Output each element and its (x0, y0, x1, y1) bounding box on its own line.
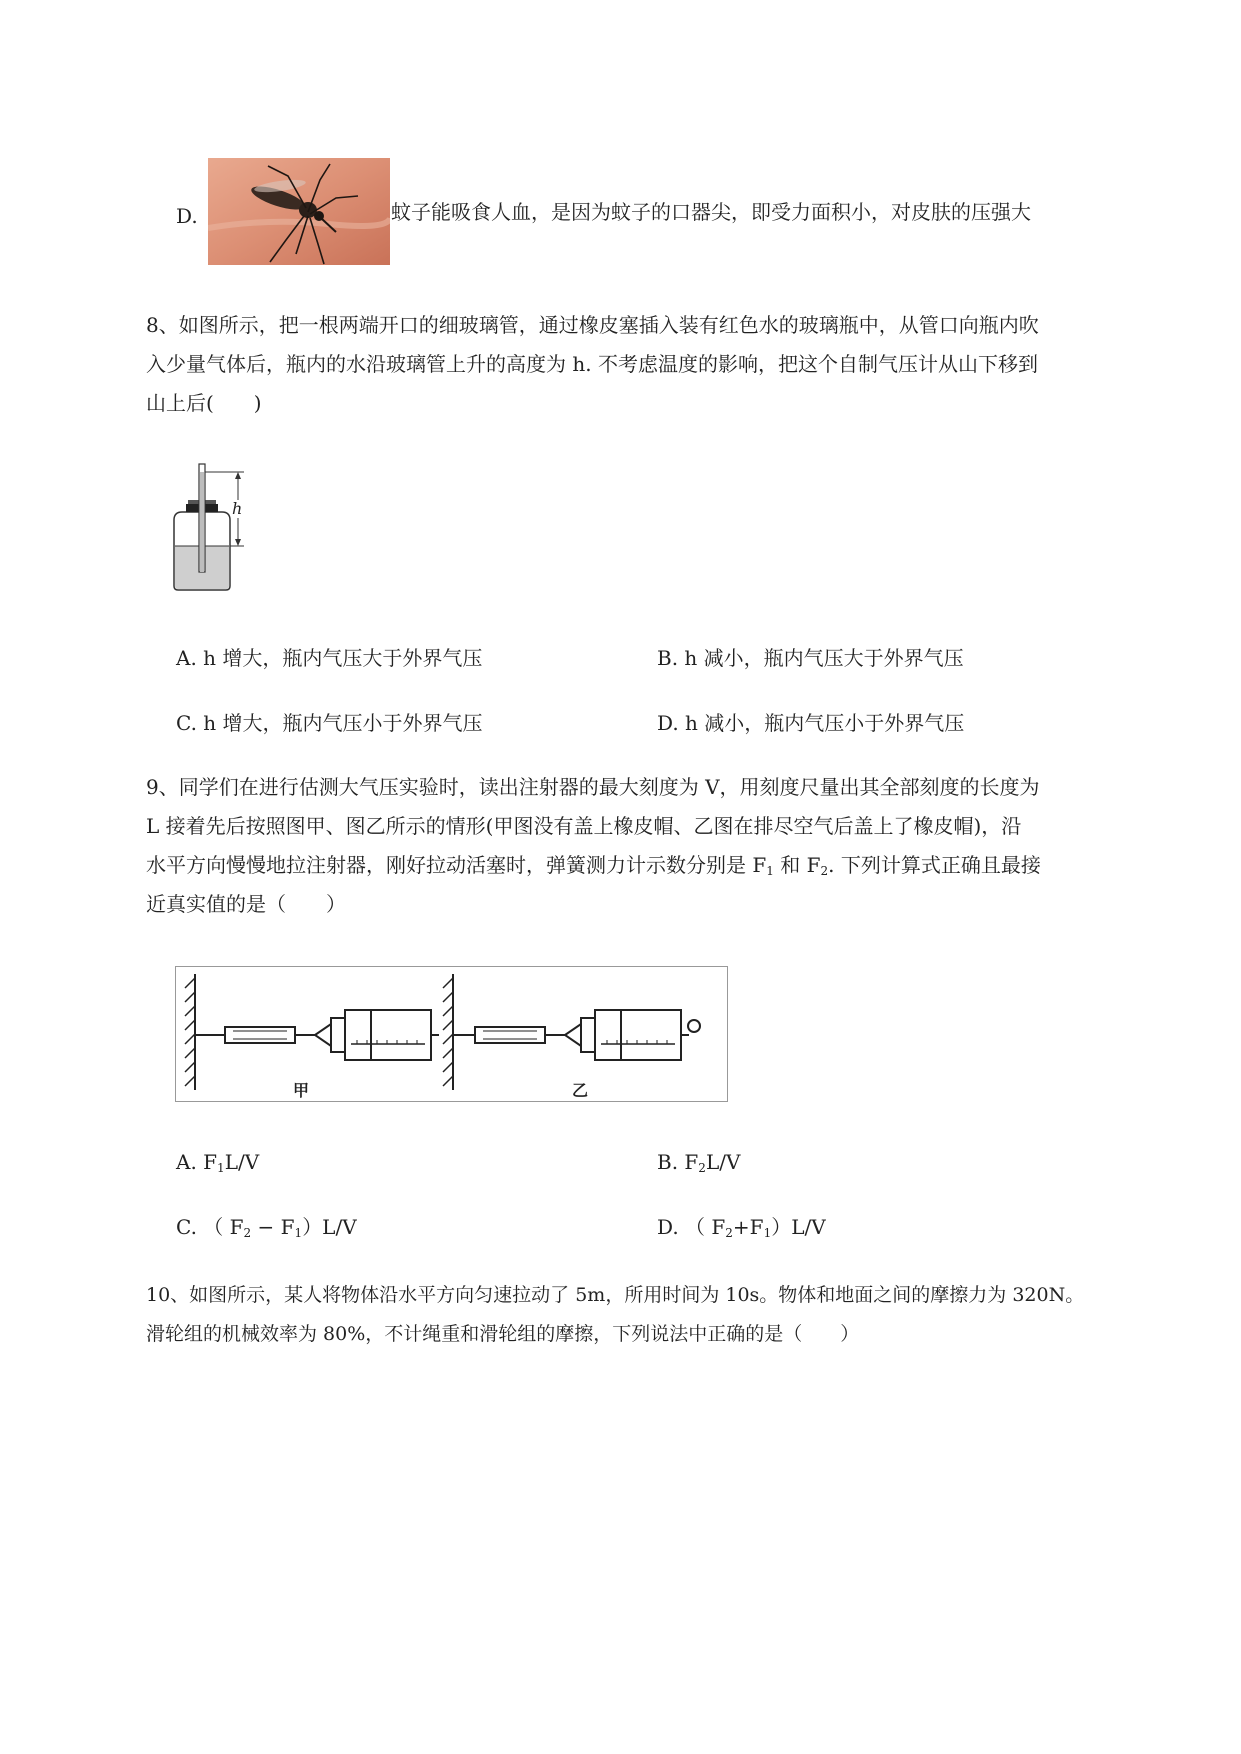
q8-option-b: B. h 减小，瓶内气压大于外界气压 (657, 646, 964, 670)
q9-option-d: D. （ $F_2+F_1)L/V$ (657, 1215, 826, 1240)
q9-stem-line: 9、同学们在进行估测大气压实验时，读出注射器的最大刻度为 V，用刻度尺量出其全部刻度的长度为 (146, 775, 1040, 799)
q9-stem (146, 768, 1166, 924)
q10-stem-line: 10、如图所示，某人将物体沿水平方向匀速拉动了 5m，所用时间为 10s。物体和地面之间的摩擦力为 320N。 (146, 1284, 1085, 1306)
q9-option-c: C. （ $F_2 - F_1)L/V$ (176, 1215, 357, 1240)
q7-option-d-text: 蚊子能吸食人血，是因为蚊子的口器尖，即受力面积小，对皮肤的压强大 (391, 200, 1031, 224)
mosquito-image (208, 158, 390, 265)
q8-stem (146, 306, 1166, 423)
q8-stem-line: 山上后( ) (146, 391, 262, 415)
q8-stem-line: 8、如图所示，把一根两端开口的细玻璃管，通过橡皮塞插入装有红色水的玻璃瓶中，从管口向瓶内吹 (146, 313, 1039, 337)
q9-stem-line: L 接着先后按照图甲、图乙所示的情形(甲图没有盖上橡皮帽、乙图在排尽空气后盖上了橡皮帽)，沿 (146, 814, 1022, 838)
q10-stem-line: 滑轮组的机械效率为 80%，不计绳重和滑轮组的摩擦，下列说法中正确的是（ ） (146, 1323, 860, 1345)
q9-stem-line: 水平方向慢慢地拉注射器，刚好拉动活塞时，弹簧测力计示数分别是 $F_1$ 和 $F_2$. 下列计算式正确且最接 (146, 853, 1041, 878)
figure-label-left: 甲 (293, 1081, 310, 1100)
q8-option-d: D. h 减小，瓶内气压小于外界气压 (657, 711, 965, 735)
q8-stem-line: 入少量气体后，瓶内的水沿玻璃管上升的高度为 h. 不考虑温度的影响，把这个自制气压计从山下移到 (146, 352, 1038, 376)
q9-option-a: A. $F_1L/V$ (176, 1150, 260, 1175)
figure-label-right: 乙 (572, 1081, 589, 1100)
barometer-figure (168, 460, 258, 595)
q7-option-d-letter: D. (176, 204, 198, 228)
syringe-figure (175, 966, 728, 1102)
q9-stem-line: 近真实值的是（ ） (146, 892, 346, 916)
q8-option-c: C. h 增大，瓶内气压小于外界气压 (176, 711, 483, 735)
q10-stem (146, 1276, 1166, 1354)
q9-option-b: B. $F_2L/V$ (657, 1150, 741, 1175)
h-label: h (232, 499, 243, 518)
q8-option-a: A. h 增大，瓶内气压大于外界气压 (176, 646, 483, 670)
